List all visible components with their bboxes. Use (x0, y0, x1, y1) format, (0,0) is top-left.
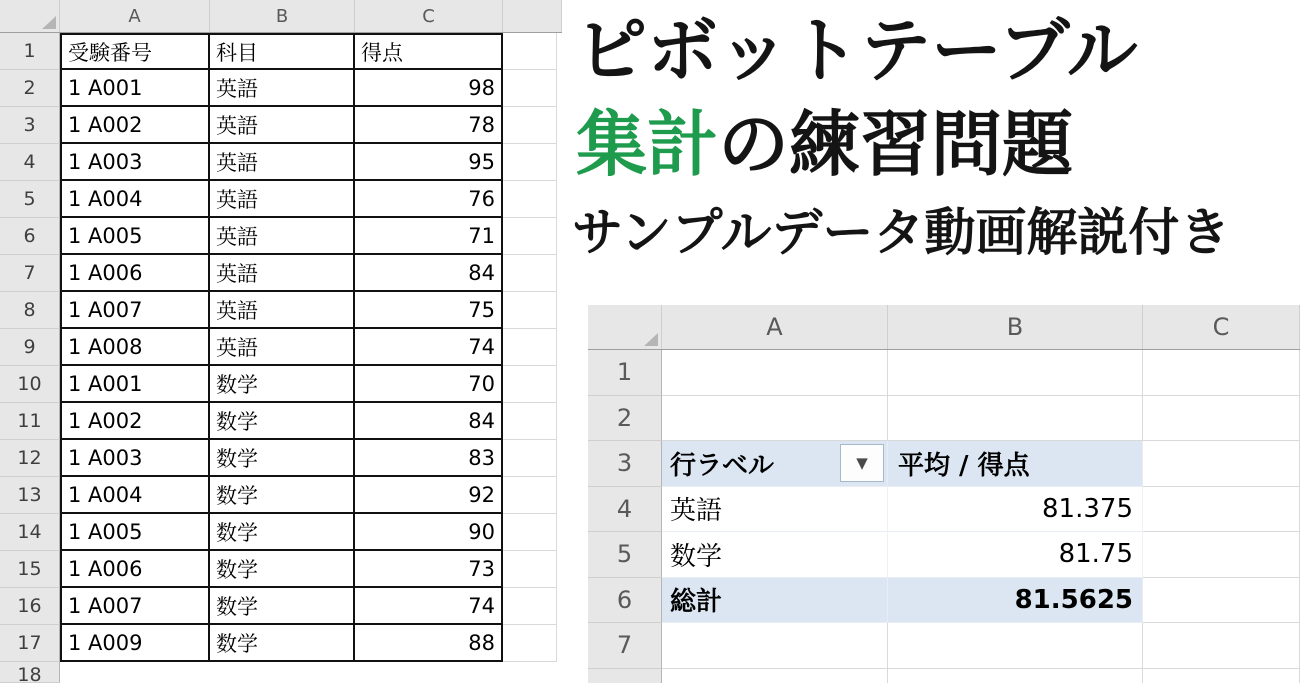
cell-subject[interactable]: 数学 (210, 588, 355, 625)
pivot-row-header-7[interactable]: 7 (588, 623, 662, 669)
pivot-table-sheet (588, 305, 1300, 683)
table-row (0, 366, 562, 403)
field-header-cell[interactable]: 科目 (210, 33, 355, 70)
cell-subject[interactable]: 英語 (210, 255, 355, 292)
cell-exam-number[interactable]: 1 A006 (60, 255, 210, 292)
cell-score[interactable]: 74 (355, 588, 503, 625)
row-header-1[interactable]: 1 (0, 33, 60, 70)
table-row (0, 33, 562, 70)
cell-exam-number[interactable]: 1 A004 (60, 181, 210, 218)
pivot-empty-cell[interactable] (1143, 578, 1300, 624)
cell-subject[interactable]: 数学 (210, 514, 355, 551)
row-header-3[interactable]: 3 (0, 107, 60, 144)
select-all-corner[interactable] (0, 0, 60, 32)
pivot-column-header-c[interactable]: C (1143, 305, 1300, 349)
page-title-line1: ピボットテーブル (576, 9, 1138, 92)
cell-exam-number[interactable]: 1 A005 (60, 514, 210, 551)
select-all-triangle-icon (42, 16, 56, 29)
gridline-filler (503, 329, 557, 366)
cell-subject[interactable]: 英語 (210, 329, 355, 366)
gridline-filler (503, 144, 557, 181)
row-header-2[interactable]: 2 (0, 70, 60, 107)
cell-exam-number[interactable]: 1 A002 (60, 107, 210, 144)
gridline-filler (503, 366, 557, 403)
page-subtitle: サンプルデータ動画解説付き (572, 204, 1231, 263)
gridline-filler (503, 440, 557, 477)
pivot-row-header-2[interactable]: 2 (588, 396, 662, 442)
row-header-17[interactable]: 17 (0, 625, 60, 662)
row-header-5[interactable]: 5 (0, 181, 60, 218)
cell-exam-number[interactable]: 1 A003 (60, 144, 210, 181)
left-column-header-band (0, 0, 562, 33)
table-row (0, 440, 562, 477)
title-line2-rest: の練習問題 (718, 103, 1074, 186)
pivot-label-cell[interactable]: 英語 (662, 487, 888, 533)
left-grid-rows (0, 33, 562, 683)
table-row (0, 329, 562, 366)
pivot-row (588, 578, 1300, 624)
pivot-label-cell[interactable] (662, 396, 888, 442)
column-header-a[interactable]: A (60, 0, 210, 32)
page-title-line2 (576, 103, 1074, 186)
cell-exam-number[interactable]: 1 A007 (60, 588, 210, 625)
cell-exam-number[interactable]: 1 A003 (60, 440, 210, 477)
row-header-7[interactable]: 7 (0, 255, 60, 292)
pivot-row-header-5[interactable]: 5 (588, 532, 662, 578)
table-row (0, 477, 562, 514)
table-row (0, 514, 562, 551)
row-header-9[interactable]: 9 (0, 329, 60, 366)
pivot-row-partial (588, 669, 1300, 683)
cell-subject[interactable]: 数学 (210, 440, 355, 477)
pivot-row (588, 623, 1300, 669)
row-header-18[interactable]: 18 (0, 662, 60, 683)
cell-exam-number[interactable]: 1 A001 (60, 70, 210, 107)
pivot-empty-cell (662, 669, 888, 683)
table-row (0, 107, 562, 144)
source-data-sheet (0, 0, 562, 683)
pivot-value-cell[interactable] (888, 350, 1143, 396)
gridline-filler (503, 625, 557, 662)
cell-score[interactable]: 83 (355, 440, 503, 477)
cell-exam-number[interactable]: 1 A007 (60, 292, 210, 329)
pivot-empty-cell (888, 669, 1143, 683)
pivot-select-all-corner[interactable] (588, 305, 662, 349)
pivot-empty-cell[interactable] (1143, 396, 1300, 442)
pivot-label-cell[interactable] (662, 350, 888, 396)
cell-subject[interactable]: 数学 (210, 366, 355, 403)
field-header-cell[interactable]: 得点 (355, 33, 503, 70)
cell-score[interactable]: 95 (355, 144, 503, 181)
row-header-6[interactable]: 6 (0, 218, 60, 255)
title-highlight: 集計 (576, 103, 719, 186)
pivot-row (588, 396, 1300, 442)
gridline-filler (503, 551, 557, 588)
row-header-13[interactable]: 13 (0, 477, 60, 514)
gridline-filler (503, 218, 557, 255)
pivot-value-cell[interactable] (888, 396, 1143, 442)
gridline-filler (503, 107, 557, 144)
pivot-row-label-header-cell[interactable]: 行ラベル ▼ (662, 441, 888, 487)
gridline-filler (503, 70, 557, 107)
cell-exam-number[interactable]: 1 A009 (60, 625, 210, 662)
gridline-filler (503, 292, 557, 329)
pivot-empty-cell[interactable] (1143, 623, 1300, 669)
table-row (0, 255, 562, 292)
pivot-row-header-4[interactable]: 4 (588, 487, 662, 533)
cell-subject[interactable]: 数学 (210, 625, 355, 662)
cell-exam-number[interactable]: 1 A002 (60, 403, 210, 440)
filter-dropdown-button[interactable] (840, 444, 884, 482)
cell-score[interactable]: 88 (355, 625, 503, 662)
pivot-label-cell[interactable] (662, 623, 888, 669)
gridline-filler (503, 255, 557, 292)
pivot-column-header-b[interactable]: B (888, 305, 1143, 349)
pivot-empty-cell[interactable] (1143, 350, 1300, 396)
pivot-row-header-1[interactable]: 1 (588, 350, 662, 396)
row-header-14[interactable]: 14 (0, 514, 60, 551)
cell-exam-number[interactable]: 1 A001 (60, 366, 210, 403)
select-all-triangle-icon (644, 333, 658, 346)
pivot-label-cell[interactable]: 総計 (662, 578, 888, 624)
cell-score[interactable]: 84 (355, 403, 503, 440)
cell-exam-number[interactable]: 1 A008 (60, 329, 210, 366)
pivot-column-header-a[interactable]: A (662, 305, 888, 349)
cell-score[interactable]: 98 (355, 70, 503, 107)
pivot-value-cell[interactable]: 81.75 (888, 532, 1143, 578)
cell-score[interactable]: 71 (355, 218, 503, 255)
column-header-partial (503, 0, 562, 32)
column-header-b[interactable]: B (210, 0, 355, 32)
pivot-row-header-6[interactable]: 6 (588, 578, 662, 624)
cell-subject[interactable]: 英語 (210, 292, 355, 329)
row-header-11[interactable]: 11 (0, 403, 60, 440)
row-header-15[interactable]: 15 (0, 551, 60, 588)
cell-exam-number[interactable]: 1 A006 (60, 551, 210, 588)
cell-subject[interactable]: 英語 (210, 181, 355, 218)
cell-subject[interactable]: 数学 (210, 403, 355, 440)
cell-score[interactable]: 92 (355, 477, 503, 514)
cell-score[interactable]: 75 (355, 292, 503, 329)
cell-subject[interactable]: 数学 (210, 551, 355, 588)
table-row (0, 181, 562, 218)
cell-score[interactable]: 84 (355, 255, 503, 292)
pivot-value-cell[interactable]: 81.5625 (888, 578, 1143, 624)
table-row (0, 144, 562, 181)
row-header-12[interactable]: 12 (0, 440, 60, 477)
cell-subject[interactable]: 英語 (210, 70, 355, 107)
table-row (0, 218, 562, 255)
row-header-10[interactable]: 10 (0, 366, 60, 403)
column-header-c[interactable]: C (355, 0, 503, 32)
table-row (0, 551, 562, 588)
pivot-row (588, 350, 1300, 396)
pivot-row-header-3[interactable]: 3 (588, 441, 662, 487)
gridline-filler (503, 477, 557, 514)
gridline-filler (503, 514, 557, 551)
pivot-grid-rows (588, 350, 1300, 683)
cell-exam-number[interactable]: 1 A005 (60, 218, 210, 255)
row-header-4[interactable]: 4 (0, 144, 60, 181)
table-row (0, 70, 562, 107)
pivot-column-header-band (588, 305, 1300, 350)
gridline-filler (503, 181, 557, 218)
pivot-row (588, 487, 1300, 533)
gridline-filler (503, 33, 557, 70)
cell-score[interactable]: 78 (355, 107, 503, 144)
pivot-value-cell[interactable]: 81.375 (888, 487, 1143, 533)
cell-exam-number[interactable]: 1 A004 (60, 477, 210, 514)
pivot-row (588, 441, 1300, 487)
field-header-cell[interactable]: 受験番号 (60, 33, 210, 70)
pivot-empty-cell (1143, 669, 1300, 683)
filter-arrow-down-icon: ▼ (856, 454, 868, 472)
pivot-empty-cell[interactable] (1143, 487, 1300, 533)
table-row-partial (0, 662, 562, 683)
gridline-filler (503, 588, 557, 625)
gridline-filler (503, 403, 557, 440)
cell-subject[interactable]: 英語 (210, 107, 355, 144)
row-header-16[interactable]: 16 (0, 588, 60, 625)
cell-subject[interactable]: 英語 (210, 144, 355, 181)
cell-score[interactable]: 74 (355, 329, 503, 366)
pivot-label-cell[interactable]: 数学 (662, 532, 888, 578)
pivot-value-cell[interactable] (888, 623, 1143, 669)
pivot-value-header-cell[interactable]: 平均 / 得点 (888, 441, 1143, 487)
cell-subject[interactable]: 英語 (210, 218, 355, 255)
cell-score[interactable]: 70 (355, 366, 503, 403)
row-header-8[interactable]: 8 (0, 292, 60, 329)
pivot-empty-cell[interactable] (1143, 532, 1300, 578)
cell-score[interactable]: 73 (355, 551, 503, 588)
pivot-row (588, 532, 1300, 578)
cell-score[interactable]: 90 (355, 514, 503, 551)
cell-score[interactable]: 76 (355, 181, 503, 218)
pivot-empty-cell[interactable] (1143, 441, 1300, 487)
table-row (0, 292, 562, 329)
cell-subject[interactable]: 数学 (210, 477, 355, 514)
table-row (0, 403, 562, 440)
table-row (0, 625, 562, 662)
pivot-row-header-8[interactable] (588, 669, 662, 683)
table-row (0, 588, 562, 625)
